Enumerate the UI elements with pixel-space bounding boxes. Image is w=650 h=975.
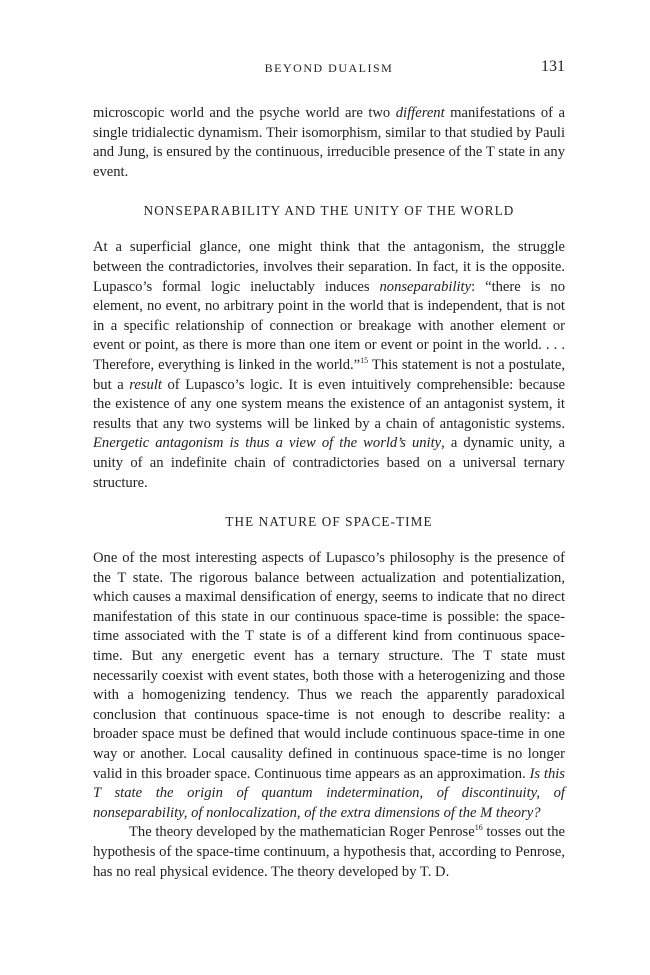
section-heading-nonseparability: NONSEPARABILITY AND THE UNITY OF THE WORLD (143, 203, 515, 219)
body-paragraph-1 (93, 104, 565, 182)
body-paragraph-3 (93, 549, 565, 823)
emphasis-text: nonseparability (379, 278, 472, 295)
body-paragraph-2 (93, 238, 565, 493)
page-number: 131 (541, 58, 565, 75)
text-run: : “there is no element, no event, no arbitrary point in the world that is independent, that is not in a specific relationship of connection or breakage with another element or event or point, as there is more than one item or event or point in the world. . . . Therefore, everything is linked in the world.” (93, 278, 565, 373)
text-run: microscopic world and the psyche world are two (93, 105, 396, 121)
footnote-marker-16[interactable]: 16 (474, 823, 483, 833)
emphasis-text: result (129, 376, 162, 393)
emphasis-text: Energetic antagonism is thus a view of the world’s unity (93, 435, 442, 452)
text-run: tosses out the hypothesis of the space-time continuum, a hypothesis that, according to Penrose, has no real physical evidence. The theory developed by T. D. (93, 824, 565, 880)
text-run: The theory developed by the mathematician Roger Penrose (129, 824, 475, 841)
emphasis-text: different (395, 105, 445, 121)
text-run: This statement is not a postulate, but a (93, 356, 565, 393)
text-run: At a superficial glance, one might think that the antagonism, the struggle between the contradictories, involves their separation. In fact, it is the opposite. Lupasco’s formal logic ineluctably induces (93, 239, 565, 295)
section-heading-space-time: THE NATURE OF SPACE-TIME (225, 514, 433, 530)
running-header (93, 58, 565, 82)
footnote-marker-15[interactable]: 15 (360, 356, 369, 366)
text-run: manifestations of a single tridialectic dynamism. Their isomorphism, similar to that studied by Pauli and Jung, is ensured by the continuous, irreducible presence of the T state in any event. (93, 105, 565, 180)
running-title: BEYOND DUALISM (264, 61, 394, 75)
text-run: One of the most interesting aspects of Lupasco’s philosophy is the presence of the T state. The rigorous balance between actualization and potentialization, which causes a maximal densification of energy, seems to indicate that no direct manifestation of this state in our continuous space-time is possible: the space-time associated with the T state is of a different kind from continuous space-time. But any energetic event has a ternary structure. The T state must necessarily coexist with event states, both those with a heterogenizing and those with a homogenizing tendency. Thus we reach the apparently paradoxical conclusion that continuous space-time is not enough to describe reality: a broader space must be defined that would include continuous space-time in one way or another. Local causality defined in continuous space-time is no longer valid in this broader space. Continuous time appears as an approximation. (93, 550, 565, 782)
emphasis-text: Is this T state the origin of quantum indetermination, of discontinuity, of nonseparability, of nonlocalization, of the extra dimensions of the M theory? (93, 765, 565, 821)
text-run: , a dynamic unity, a unity of an indefinite chain of contradictories based on a universal ternary structure. (93, 435, 565, 491)
text-run: of Lupasco’s logic. It is even intuitively comprehensible: because the existence of any one system means the existence of an antagonist system, it results that any two systems will be linked by a chain of antagonistic systems. (93, 376, 565, 432)
body-paragraph-4 (93, 823, 565, 882)
book-page (93, 58, 565, 882)
